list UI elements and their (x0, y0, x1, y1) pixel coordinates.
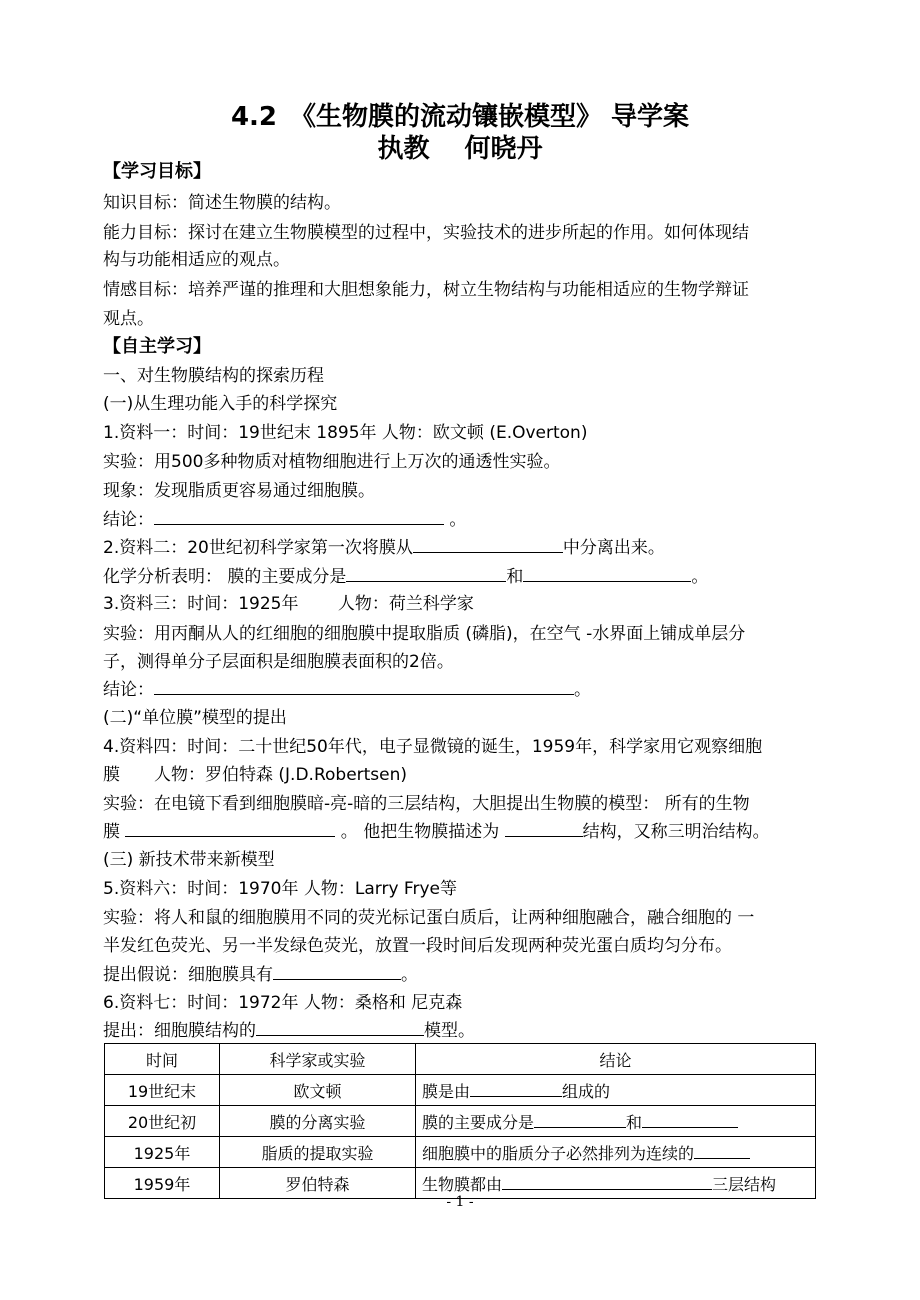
goal-ability-2: 构与功能相适应的观点。 (103, 250, 290, 270)
answer-blank[interactable] (125, 818, 335, 837)
answer-blank[interactable] (273, 961, 401, 980)
page-number: - 1 - (446, 1194, 474, 1210)
material-3-experiment-2: 子，测得单分子层面积是细胞膜表面积的2倍。 (103, 652, 454, 672)
material-4-experiment-1: 实验：在电镜下看到细胞膜暗-亮-暗的三层结构，大胆提出生物膜的模型： 所有的生物 (103, 794, 750, 814)
cell-text: 组成的 (562, 1081, 611, 1101)
proposal-text: 提出：细胞膜结构的 (103, 1021, 256, 1041)
cell-text: 膜是由 (422, 1081, 471, 1101)
document-title: 4.2 《生物膜的流动镶嵌模型》 导学案 (230, 102, 690, 132)
answer-blank[interactable] (413, 534, 563, 553)
table-cell-time: 20世纪初 (105, 1106, 220, 1137)
material-1-phenomenon: 现象：发现脂质更容易通过细胞膜。 (103, 481, 375, 501)
goal-knowledge: 知识目标：简述生物膜的结构。 (103, 193, 341, 213)
material-3-line: 3.资料三：时间：1925年 人物：荷兰科学家 (103, 594, 474, 614)
table-cell-conclusion (416, 1075, 816, 1106)
chem-and: 和 (506, 567, 524, 587)
table-cell-conclusion (416, 1137, 816, 1168)
cell-text: 生物膜都由 (422, 1174, 503, 1194)
material-4-line-1: 4.资料四：时间：二十世纪50年代，电子显微镜的诞生，1959年，科学家用它观察细胞 (103, 737, 763, 757)
table-cell-who: 欧文顿 (220, 1075, 416, 1106)
material-7-line: 6.资料七：时间：1972年 人物：桑格和 尼克森 (103, 993, 463, 1013)
document-subtitle: 执教 何晓丹 (377, 134, 543, 164)
table-cell-time: 1959年 (105, 1168, 220, 1199)
answer-blank[interactable] (534, 1111, 626, 1128)
exp-text: 。 他把生物膜描述为 (335, 822, 505, 842)
material-6-experiment-2: 半发红色荧光、另一半发绿色荧光，放置一段时间后发现两种荧光蛋白质均匀分布。 (103, 936, 732, 956)
conclusion-label: 结论： (103, 680, 154, 700)
material-1-conclusion (103, 506, 823, 534)
proposal-text-end: 模型。 (424, 1021, 475, 1041)
answer-blank[interactable] (154, 676, 574, 695)
table-cell-time: 19世纪末 (105, 1075, 220, 1106)
table-cell-who: 罗伯特森 (220, 1168, 416, 1199)
material-2-chemistry (103, 563, 823, 591)
material-7-proposal (103, 1017, 823, 1045)
answer-blank[interactable] (502, 1173, 712, 1190)
subsection-1-heading: (一)从生理功能入手的科学探究 (103, 394, 338, 414)
exp-text: 结构，又称三明治结构。 (582, 822, 770, 842)
period-text: 。 (401, 965, 418, 985)
chem-text: 化学分析表明： 膜的主要成分是 (103, 567, 347, 587)
self-study-heading: 【自主学习】 (103, 336, 211, 357)
material-4-experiment-2 (103, 818, 823, 846)
answer-blank[interactable] (642, 1111, 738, 1128)
table-cell-time: 1925年 (105, 1137, 220, 1168)
answer-blank[interactable] (256, 1017, 424, 1036)
answer-blank[interactable] (523, 563, 691, 582)
answer-blank[interactable] (694, 1142, 750, 1159)
answer-blank[interactable] (154, 506, 444, 525)
answer-blank[interactable] (346, 563, 506, 582)
table-header-row (105, 1044, 816, 1075)
table-cell-conclusion (416, 1106, 816, 1137)
exp-text: 膜 (103, 822, 126, 842)
answer-blank[interactable] (505, 818, 583, 837)
material-3-experiment-1: 实验：用丙酮从人的红细胞的细胞膜中提取脂质 (磷脂)，在空气 -水界面上铺成单层分 (103, 624, 746, 644)
material-6-experiment-1: 实验：将人和鼠的细胞膜用不同的荧光标记蛋白质后，让两种细胞融合，融合细胞的 一 (103, 908, 755, 928)
material-6-hypothesis (103, 961, 823, 989)
chem-end: 。 (691, 567, 709, 587)
material-2-line (103, 534, 823, 562)
period-text: 。 (444, 510, 467, 530)
goals-heading: 【学习目标】 (103, 161, 211, 182)
material-4-line-2: 膜 人物：罗伯特森 (J.D.Robertsen) (103, 765, 408, 785)
conclusion-label: 结论： (103, 510, 154, 530)
table-header-cell: 结论 (416, 1044, 816, 1075)
table-cell-who: 膜的分离实验 (220, 1106, 416, 1137)
table-row (105, 1106, 816, 1137)
material-2-text: 2.资料二：20世纪初科学家第一次将膜从 (103, 538, 413, 558)
period-text: 。 (574, 680, 591, 700)
goal-emotion-1: 情感目标：培养严谨的推理和大胆想象能力，树立生物结构与功能相适应的生物学辩证 (103, 280, 749, 300)
goal-emotion-2: 观点。 (103, 309, 154, 329)
subsection-3-heading: (三) 新技术带来新模型 (103, 850, 275, 870)
material-2-text-end: 中分离出来。 (562, 538, 665, 558)
table-row (105, 1137, 816, 1168)
cell-text: 三层结构 (712, 1174, 777, 1194)
summary-table (104, 1043, 816, 1199)
section-1-heading: 一、对生物膜结构的探索历程 (103, 366, 324, 386)
table-row (105, 1075, 816, 1106)
cell-text: 和 (626, 1112, 643, 1132)
hypothesis-text: 提出假说：细胞膜具有 (103, 965, 273, 985)
material-6-line: 5.资料六：时间：1970年 人物：Larry Frye等 (103, 879, 457, 899)
answer-blank[interactable] (470, 1080, 562, 1097)
cell-text: 细胞膜中的脂质分子必然排列为连续的 (422, 1143, 695, 1163)
cell-text: 膜的主要成分是 (422, 1112, 535, 1132)
table-header-cell: 时间 (105, 1044, 220, 1075)
material-3-conclusion (103, 676, 823, 704)
material-1-experiment: 实验：用500多种物质对植物细胞进行上万次的通透性实验。 (103, 452, 561, 472)
table-cell-who: 脂质的提取实验 (220, 1137, 416, 1168)
table-header-cell: 科学家或实验 (220, 1044, 416, 1075)
subsection-2-heading: (二)“单位膜”模型的提出 (103, 708, 287, 728)
material-1-line: 1.资料一：时间：19世纪末 1895年 人物：欧文顿 (E.Overton) (103, 423, 588, 443)
goal-ability-1: 能力目标：探讨在建立生物膜模型的过程中，实验技术的进步所起的作用。如何体现结 (103, 223, 749, 243)
